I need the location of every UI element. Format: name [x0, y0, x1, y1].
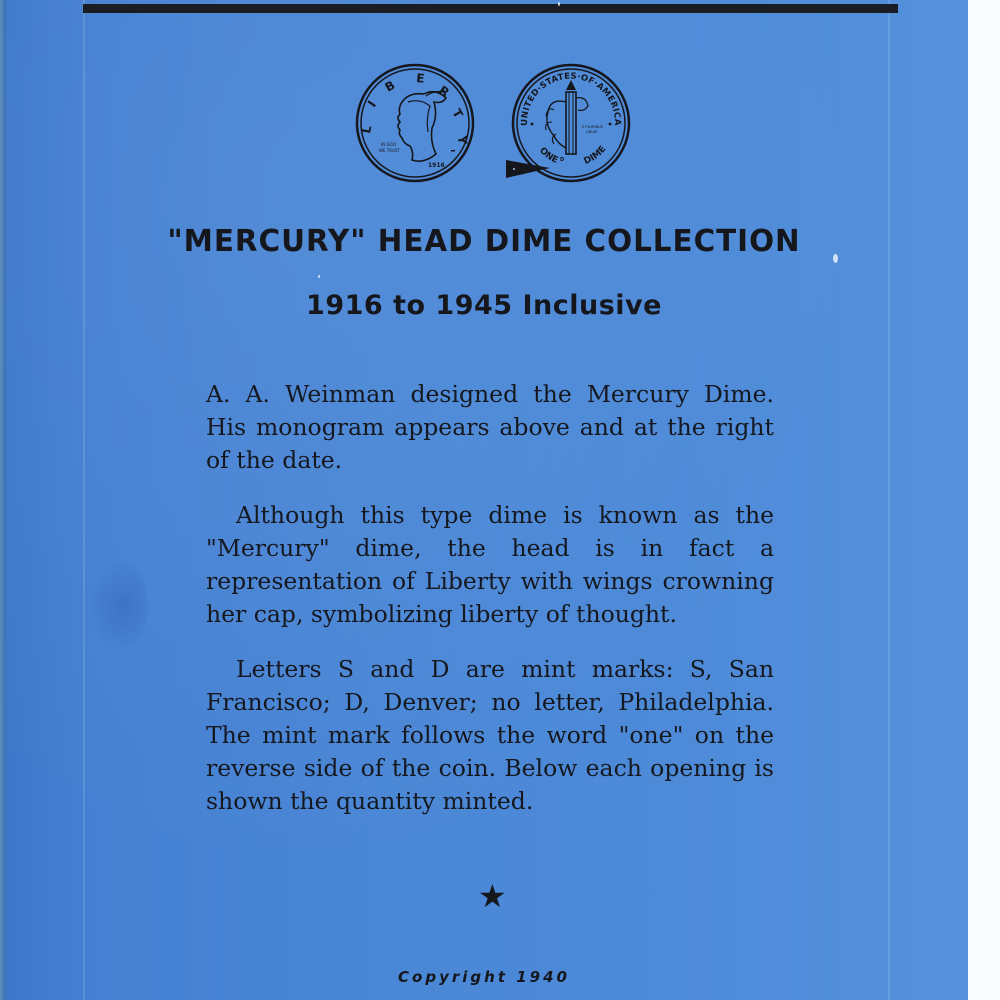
- svg-text:T: T: [449, 106, 466, 121]
- svg-text:WE TRUST: WE TRUST: [379, 148, 400, 153]
- page-subtitle: 1916 to 1945 Inclusive: [306, 290, 662, 321]
- svg-text:UNITED·STATES·OF·AMERICA: UNITED·STATES·OF·AMERICA: [519, 71, 623, 126]
- svg-text:L: L: [359, 124, 375, 135]
- coin-illustrations: [340, 62, 660, 187]
- fold-line-right: [888, 0, 890, 1000]
- svg-text:D: D: [560, 157, 565, 163]
- copyright-notice: Copyright 1940: [398, 968, 570, 986]
- svg-text:DIME: DIME: [582, 144, 609, 167]
- fold-line-left: [83, 0, 85, 1000]
- page-title: "MERCURY" HEAD DIME COLLECTION: [167, 224, 801, 259]
- svg-text:Y: Y: [455, 135, 470, 145]
- svg-text:E: E: [415, 71, 426, 86]
- svg-text:R: R: [436, 82, 452, 100]
- svg-text:B: B: [382, 77, 398, 95]
- svg-text:1916: 1916: [428, 162, 445, 169]
- mint-mark-pointer-icon: [506, 158, 552, 180]
- top-rule: [83, 4, 898, 13]
- svg-text:IN GOD: IN GOD: [381, 142, 396, 147]
- paper-speck: [833, 254, 838, 263]
- svg-text:E PLURIBUS: E PLURIBUS: [582, 125, 603, 129]
- svg-text:ONE: ONE: [537, 145, 560, 166]
- svg-text:UNUM: UNUM: [586, 130, 598, 134]
- paper-speck: [558, 2, 560, 6]
- paper-indent: [88, 555, 148, 655]
- paragraph-designer: A. A. Weinman designed the Mercury Dime. His monogram appears above and at the right of the date.: [206, 380, 774, 474]
- coin-obverse-icon: [354, 62, 476, 184]
- paragraph-liberty: Although this type dime is known as the "Mercury" dime, the head is in fact a representation of Liberty with wings crowning her cap, symbolizing liberty of thought.: [206, 501, 774, 628]
- paragraph-mint-marks: Letters S and D are mint marks: S, San Francisco; D, Denver; no letter, Philadelphia. The mint mark follows the word "one" on the reverse side of the coin. Below each opening is shown the quantity minted.: [206, 655, 774, 815]
- star-icon: ★: [478, 877, 507, 915]
- svg-text:I: I: [364, 98, 380, 110]
- description-text: [206, 378, 774, 840]
- paper-speck: [318, 275, 320, 278]
